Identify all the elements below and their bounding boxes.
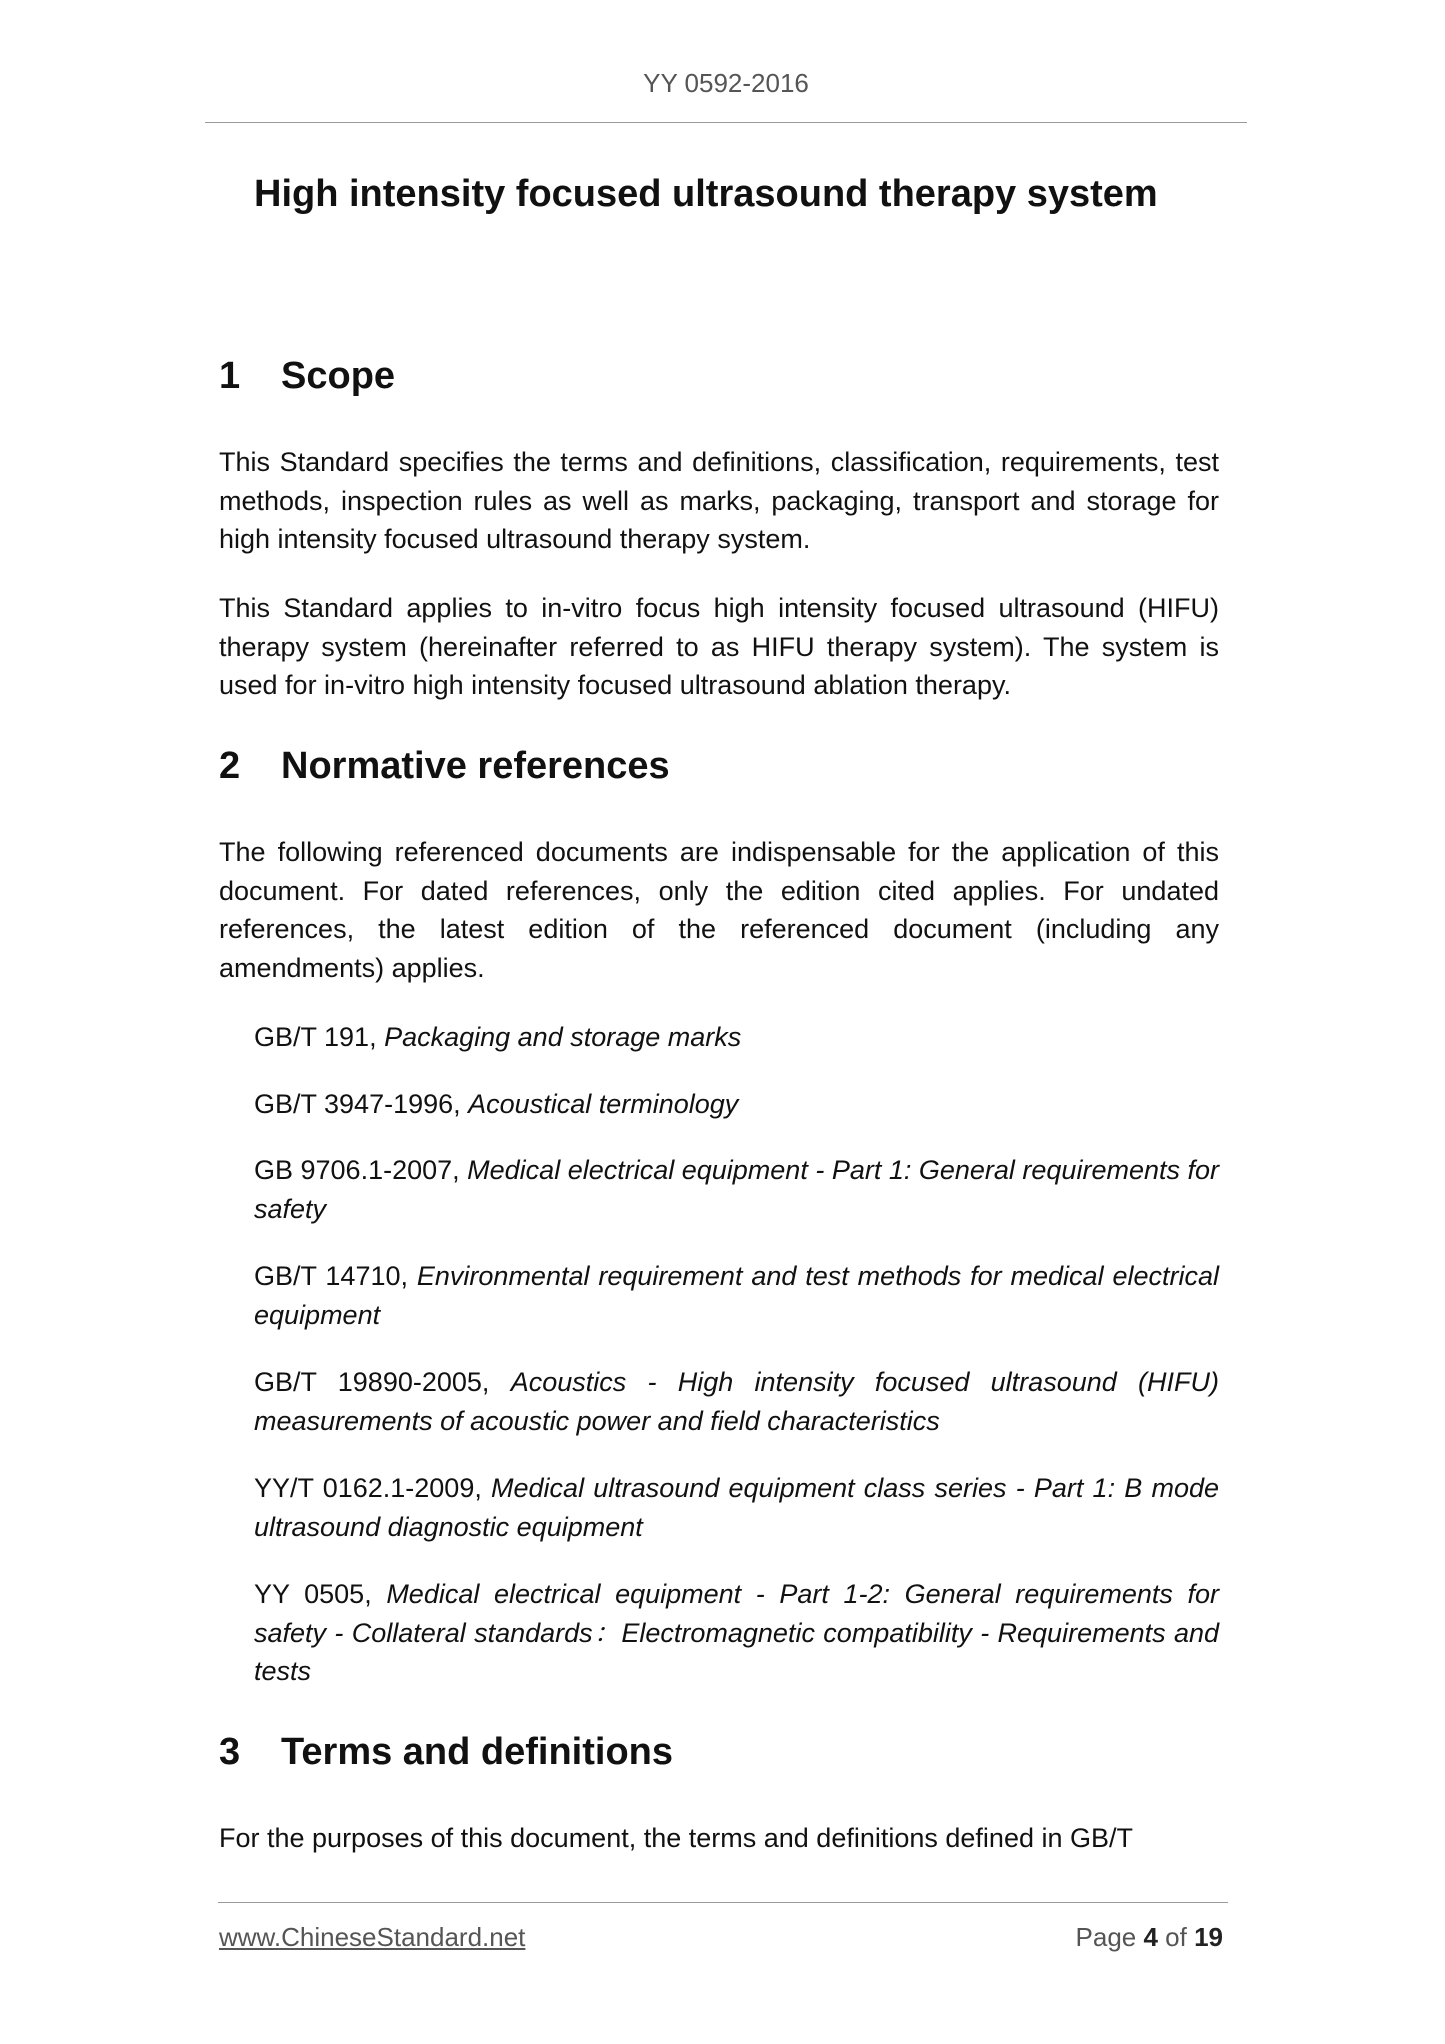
page-prefix: Page xyxy=(1075,1922,1144,1952)
scope-paragraph-1: This Standard specifies the terms and definitions, classification, requirements, test methods, inspection rules as well as marks, packaging, transport and storage for high intensity focused ultrasound therapy system. xyxy=(219,447,1219,554)
reference-code: GB/T 3947-1996, xyxy=(254,1089,469,1119)
reference-item xyxy=(254,1469,1219,1546)
reference-title: Medical electrical equipment - Part 1: General requirements for safety xyxy=(254,1155,1219,1224)
header-divider xyxy=(205,122,1247,123)
reference-item xyxy=(254,1363,1219,1440)
scope-paragraph-2: This Standard applies to in-vitro focus high intensity focused ultrasound (HIFU) therapy system (hereinafter referred to as HIFU therapy system). The system is used for in-vitro high intensity focused ultrasound ablation therapy. xyxy=(219,593,1219,700)
reference-title: Medical electrical equipment - Part 1-2: General requirements for safety - Collateral standards：Electromagnetic compatibility - Requirements and tests xyxy=(254,1579,1219,1686)
reference-code: GB 9706.1-2007, xyxy=(254,1155,468,1185)
document-title: High intensity focused ultrasound therapy system xyxy=(254,173,1158,215)
reference-item xyxy=(254,1085,1219,1124)
reference-item xyxy=(254,1151,1219,1228)
reference-title: Acoustical terminology xyxy=(468,1089,739,1119)
reference-code: GB/T 14710, xyxy=(254,1261,417,1291)
reference-code: GB/T 191, xyxy=(254,1022,385,1052)
reference-title: Environmental requirement and test methods for medical electrical equipment xyxy=(254,1261,1219,1330)
reference-title: Packaging and storage marks xyxy=(384,1022,742,1052)
reference-code: YY 0505, xyxy=(254,1579,387,1609)
running-header: YY 0592-2016 xyxy=(643,68,809,98)
reference-item xyxy=(254,1018,1219,1057)
page-total: 19 xyxy=(1194,1922,1223,1952)
section-title: Scope xyxy=(281,355,396,397)
footer-divider xyxy=(218,1902,1228,1903)
reference-title: Acoustics - High intensity focused ultrasound (HIFU) measurements of acoustic power and field characteristics xyxy=(254,1367,1219,1436)
section-title: Normative references xyxy=(281,745,670,787)
reference-item xyxy=(254,1257,1219,1334)
section-heading-terms-and-definitions xyxy=(219,1728,673,1776)
normative-references-intro: The following referenced documents are indispensable for the application of this document. For dated references, only the edition cited applies. For undated references, the latest edition of the referenced document (including any amendments) applies. xyxy=(219,837,1219,983)
section-number: 1 xyxy=(219,355,241,397)
reference-code: YY/T 0162.1-2009, xyxy=(254,1473,492,1503)
section-heading-scope xyxy=(219,352,395,400)
page-current: 4 xyxy=(1143,1922,1158,1952)
section-heading-normative-references xyxy=(219,742,670,790)
section-number: 3 xyxy=(219,1731,241,1773)
terms-paragraph-1: For the purposes of this document, the terms and definitions defined in GB/T xyxy=(219,1823,1133,1853)
reference-item xyxy=(254,1575,1219,1691)
page-number xyxy=(1076,1922,1223,1953)
reference-code: GB/T 19890-2005, xyxy=(254,1367,511,1397)
section-title: Terms and definitions xyxy=(281,1731,674,1773)
website-link[interactable]: www.ChineseStandard.net xyxy=(219,1922,526,1952)
page-of: of xyxy=(1157,1922,1195,1952)
section-number: 2 xyxy=(219,745,241,787)
reference-title: Medical ultrasound equipment class series - Part 1: B mode ultrasound diagnostic equipment xyxy=(254,1473,1219,1542)
